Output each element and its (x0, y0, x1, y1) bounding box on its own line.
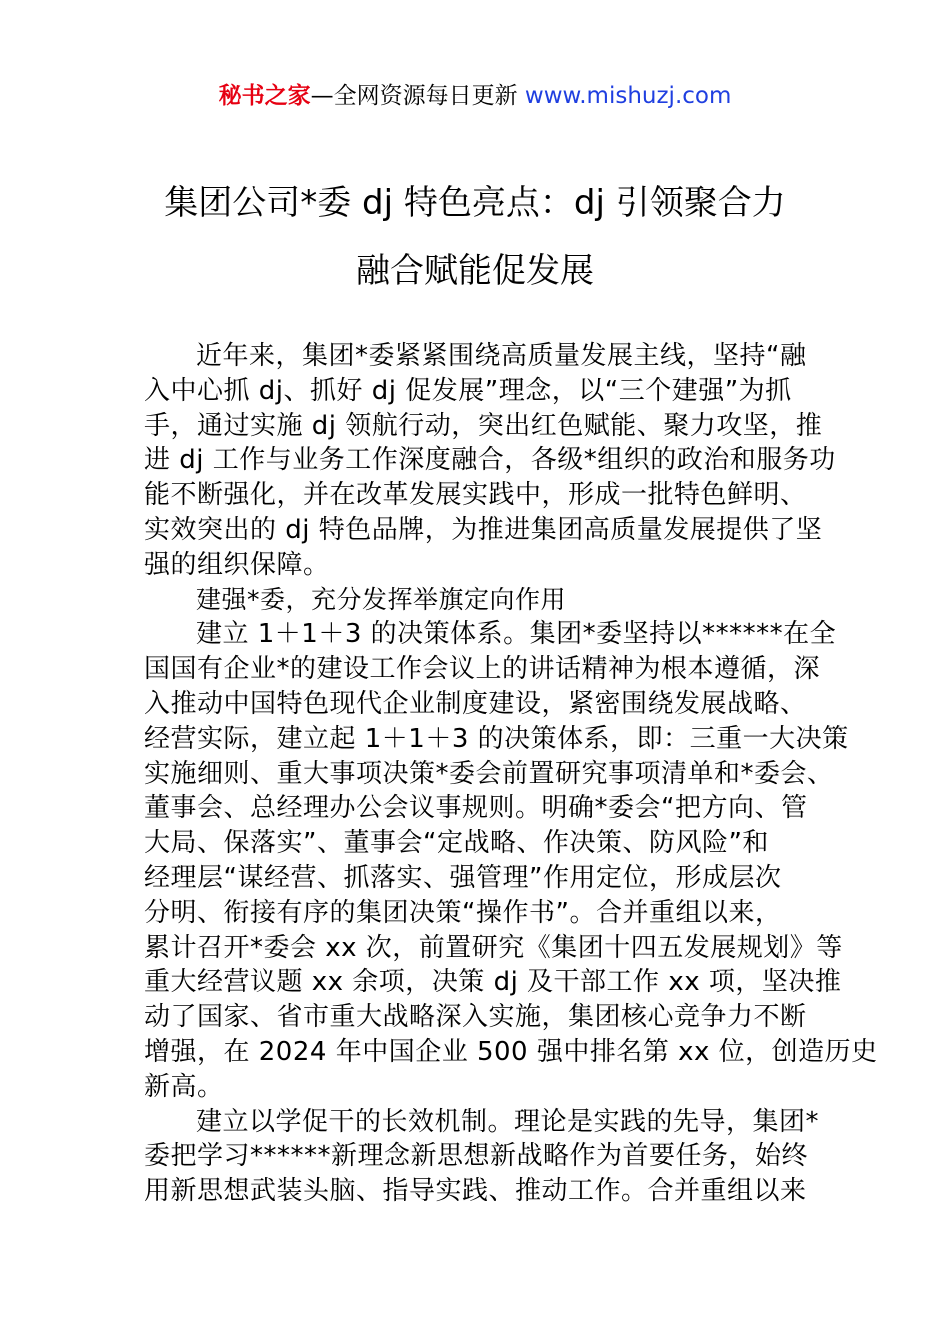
body-line: 用新思想武装头脑、指导实践、推动工作。合并重组以来 (144, 1176, 807, 1207)
body-line: 重大经营议题 xx 余项，决策 dj 及干部工作 xx 项，坚决推 (144, 967, 842, 998)
body-line: 手，通过实施 dj 领航行动，突出红色赋能、聚力攻坚，推 (144, 410, 823, 441)
document-title-line-2: 融合赋能促发展 (356, 251, 594, 291)
body-line: 大局、保落实”、董事会“定战略、作决策、防风险”和 (144, 828, 769, 859)
body-line: 经营实际，建立起 1＋1＋3 的决策体系，即：三重一大决策 (144, 723, 849, 754)
body-line: 实施细则、重大事项决策*委会前置研究事项清单和*委会、 (144, 758, 834, 789)
document-title-line-1: 集团公司*委 dj 特色亮点：dj 引领聚合力 (164, 183, 786, 223)
site-tagline: —全网资源每日更新 (310, 83, 525, 109)
body-line: 国国有企业*的建设工作会议上的讲话精神为根本遵循，深 (144, 654, 821, 685)
body-line: 建立 1＋1＋3 的决策体系。集团*委坚持以******在全 (196, 619, 837, 650)
body-line: 新高。 (144, 1071, 224, 1102)
body-line: 入推动中国特色现代企业制度建设，紧密围绕发展战略、 (144, 688, 807, 719)
body-line: 增强，在 2024 年中国企业 500 强中排名第 xx 位，创造历史 (144, 1036, 878, 1067)
body-line: 委把学习******新理念新思想新战略作为首要任务，始终 (144, 1141, 809, 1172)
body-line: 动了国家、省市重大战略深入实施，集团核心竞争力不断 (144, 1002, 807, 1033)
site-url-link[interactable]: www.mishuzj.com (524, 83, 732, 109)
body-line: 近年来，集团*委紧紧围绕高质量发展主线，坚持“融 (196, 341, 807, 371)
document-body (144, 339, 878, 1209)
body-line: 进 dj 工作与业务工作深度融合，各级*组织的政治和服务功 (144, 445, 836, 476)
section-heading: 建强*委，充分发挥举旗定向作用 (196, 584, 567, 614)
body-line: 实效突出的 dj 特色品牌，为推进集团高质量发展提供了坚 (144, 514, 823, 545)
body-line: 建立以学促干的长效机制。理论是实践的先导，集团* (196, 1106, 820, 1137)
site-header (0, 80, 950, 112)
body-line: 分明、衔接有序的集团决策“操作书”。合并重组以来， (144, 897, 782, 928)
body-line: 经理层“谋经营、抓落实、强管理”作用定位，形成层次 (144, 862, 782, 893)
body-line: 累计召开*委会 xx 次，前置研究《集团十四五发展规划》等 (144, 932, 843, 963)
body-line: 强的组织保障。 (144, 549, 330, 580)
body-line: 董事会、总经理办公会议事规则。明确*委会“把方向、管 (144, 793, 808, 824)
body-line: 能不断强化，并在改革发展实践中，形成一批特色鲜明、 (144, 480, 807, 511)
body-line: 入中心抓 dj、抓好 dj 促发展”理念，以“三个建强”为抓 (144, 375, 792, 406)
site-brand: 秘书之家 (218, 83, 311, 109)
